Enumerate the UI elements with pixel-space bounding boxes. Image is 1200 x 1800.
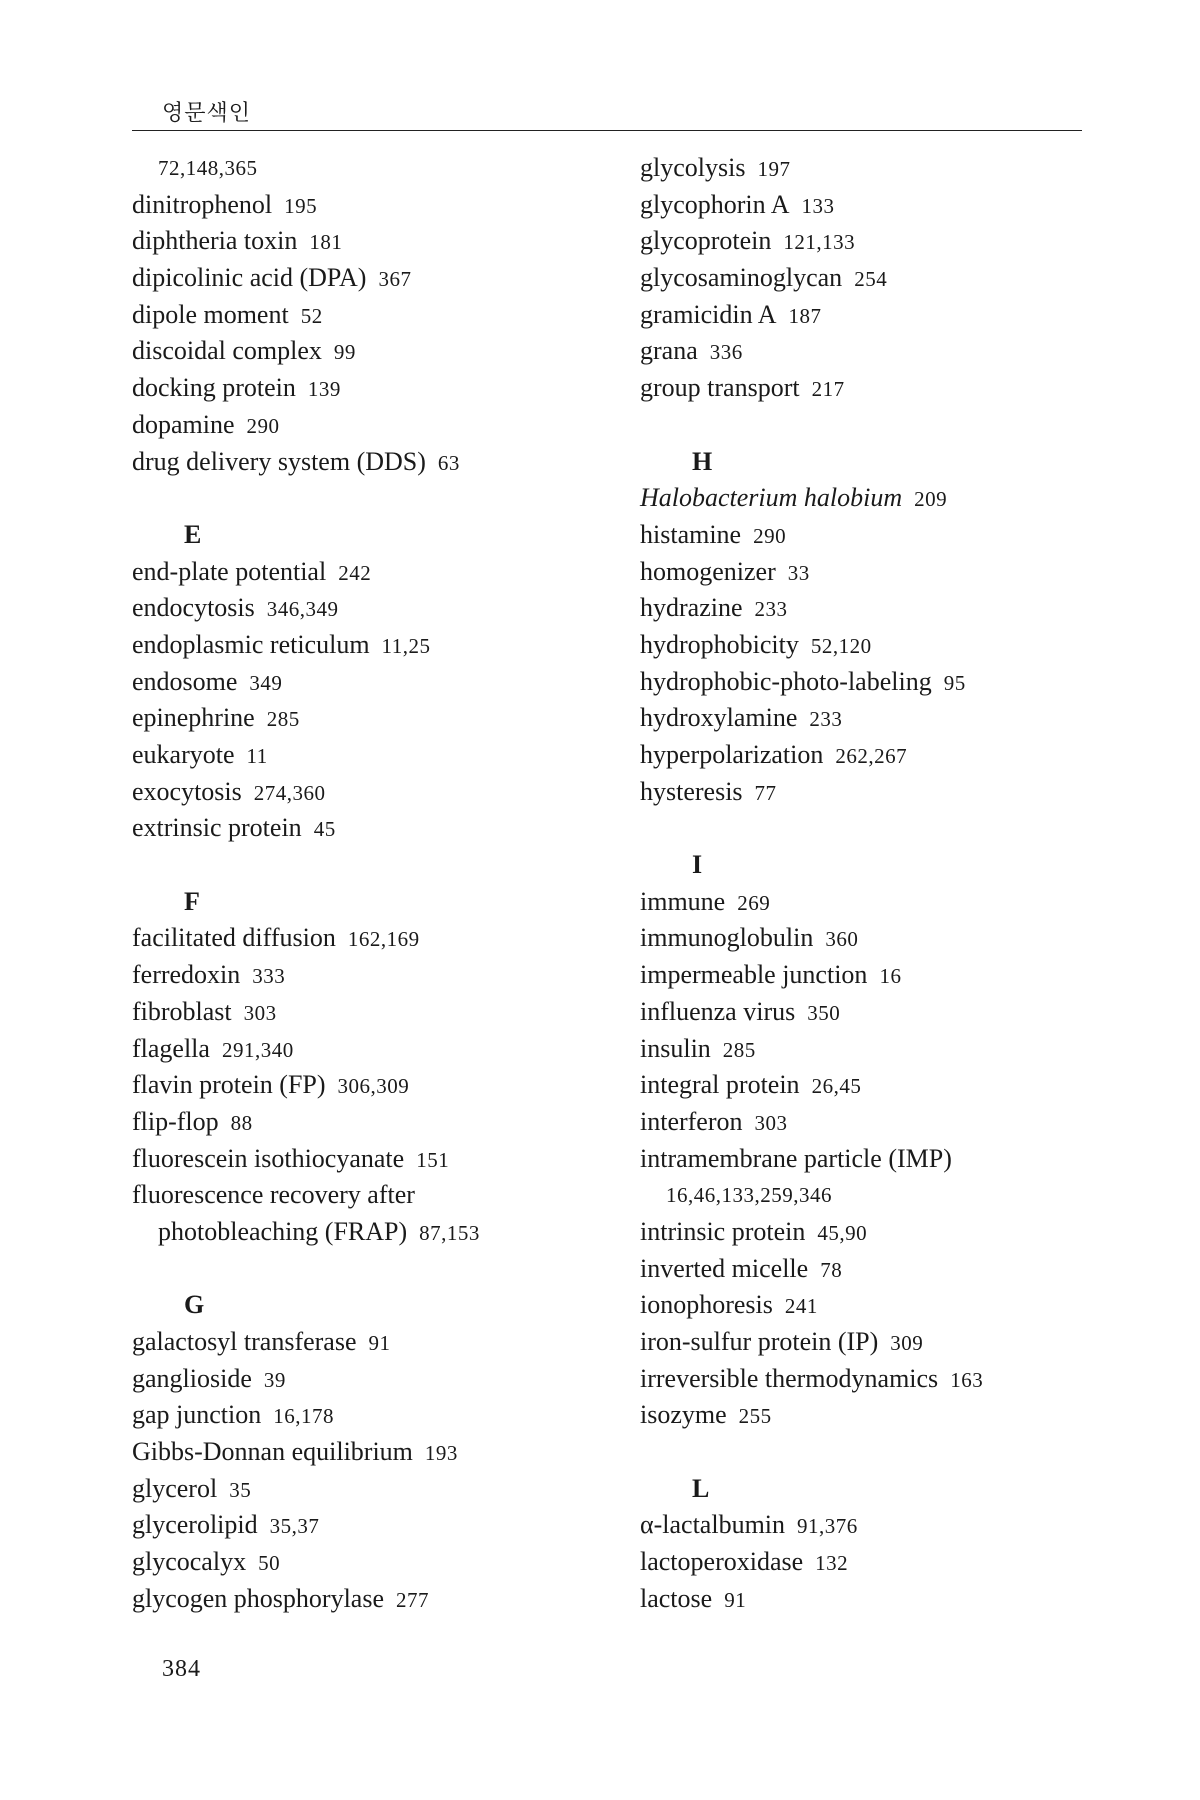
entry-pages: 16 — [879, 964, 902, 989]
index-entry — [132, 737, 602, 774]
entry-term: end-plate potential — [132, 556, 327, 586]
section-letter-f: F — [184, 886, 200, 916]
entry-term: glycerolipid — [132, 1510, 258, 1540]
section-letter-l: L — [692, 1473, 710, 1503]
entry-pages: 77 — [754, 780, 777, 805]
entry-term: grana — [640, 336, 698, 366]
index-entry-frap — [132, 1177, 602, 1214]
index-entry — [640, 554, 1110, 591]
entry-term: glycolysis — [640, 153, 746, 182]
entry-pages: 241 — [784, 1294, 818, 1319]
index-entry — [640, 737, 1110, 774]
entry-pages: 349 — [249, 670, 283, 695]
entry-term: endocytosis — [132, 593, 255, 623]
entry-term: fibroblast — [132, 996, 232, 1026]
index-entry — [640, 774, 1110, 811]
entry-pages: 285 — [722, 1037, 756, 1062]
entry-pages: 333 — [252, 964, 286, 989]
entry-pages: 45,90 — [817, 1220, 868, 1245]
entry-term: histamine — [640, 519, 742, 549]
entry-pages: 132 — [815, 1551, 849, 1576]
index-entry — [640, 297, 1110, 334]
entry-term: endoplasmic reticulum — [132, 629, 370, 659]
entry-term: impermeable junction — [640, 960, 868, 990]
entry-pages: 291,340 — [221, 1037, 294, 1062]
entry-term: intrinsic protein — [640, 1216, 806, 1246]
spacer — [640, 810, 1110, 847]
page-number: 384 — [162, 1656, 201, 1682]
entry-pages: 274,360 — [253, 780, 326, 805]
entry-term: dipicolinic acid (DPA) — [132, 263, 367, 293]
entry-pages: 197 — [757, 157, 791, 181]
entry-pages: 195 — [284, 193, 318, 218]
entry-pages: 254 — [854, 267, 888, 292]
entry-term: glycophorin A — [640, 189, 790, 219]
index-entry — [640, 1324, 1110, 1361]
index-entry — [640, 700, 1110, 737]
entry-term: inverted micelle — [640, 1253, 809, 1283]
entry-pages: 303 — [754, 1110, 788, 1135]
index-entry — [132, 590, 602, 627]
entry-pages: 209 — [914, 487, 948, 512]
entry-term: epinephrine — [132, 703, 255, 733]
entry-term: homogenizer — [640, 556, 776, 586]
entry-term: glycoprotein — [640, 226, 772, 256]
entry-pages: 290 — [246, 413, 280, 438]
entry-pages: 336 — [709, 340, 743, 365]
entry-term: gramicidin A — [640, 299, 777, 329]
entry-term: isozyme — [640, 1400, 727, 1430]
index-entry — [132, 1434, 602, 1471]
entry-term: insulin — [640, 1033, 711, 1063]
index-entry — [132, 297, 602, 334]
entry-pages: 35 — [229, 1477, 252, 1502]
entry-term: dipole moment — [132, 299, 289, 329]
entry-pages: 290 — [753, 523, 787, 548]
entry-term: flagella — [132, 1033, 210, 1063]
entry-pages: 88 — [230, 1110, 253, 1135]
index-entry — [132, 554, 602, 591]
index-entry — [640, 627, 1110, 664]
entry-pages: 33 — [787, 560, 810, 585]
entry-term: flip-flop — [132, 1106, 219, 1136]
entry-pages: 26,45 — [811, 1074, 862, 1099]
entry-term: intramembrane particle (IMP) — [640, 1143, 952, 1173]
index-entry — [132, 994, 602, 1031]
entry-term: glycosaminoglycan — [640, 263, 843, 293]
index-entry — [132, 1324, 602, 1361]
entry-pages: 346,349 — [266, 597, 339, 622]
section-g-left — [132, 1324, 602, 1618]
entry-pages: 269 — [737, 890, 771, 915]
index-entry — [640, 1361, 1110, 1398]
entry-pages: 50 — [258, 1551, 281, 1576]
entry-term: endosome — [132, 666, 238, 696]
entry-term: exocytosis — [132, 776, 242, 806]
index-entry-frap-continued — [132, 1214, 602, 1251]
entry-term: docking protein — [132, 373, 296, 403]
entry-term: hyperpolarization — [640, 740, 824, 769]
index-entry — [132, 444, 602, 481]
entry-term: diphtheria toxin — [132, 226, 298, 256]
entry-pages: 91 — [724, 1587, 747, 1612]
entry-pages: 52,120 — [810, 633, 872, 658]
entry-term: ferredoxin — [132, 960, 241, 990]
entry-term: α-lactalbumin — [640, 1510, 786, 1540]
index-entry — [640, 517, 1110, 554]
index-entry — [132, 407, 602, 444]
index-entry — [132, 260, 602, 297]
index-entry — [640, 994, 1110, 1031]
spacer — [132, 847, 602, 884]
entry-term: glycogen phosphorylase — [132, 1583, 385, 1613]
entry-pages-imp: 16,46,133,259,346 — [666, 1183, 832, 1208]
entry-term: hydroxylamine — [640, 703, 798, 733]
index-entry — [640, 884, 1110, 921]
index-entry — [640, 920, 1110, 957]
entry-term: hysteresis — [640, 776, 743, 806]
index-entry-imp — [640, 1141, 1110, 1178]
entry-term: iron-sulfur protein (IP) — [640, 1327, 879, 1356]
section-letter-i: I — [692, 850, 703, 880]
entry-pages: 360 — [825, 927, 859, 952]
index-entry — [640, 370, 1110, 407]
entry-pages: 11 — [246, 744, 268, 768]
index-entry — [132, 920, 602, 957]
entry-term: ganglioside — [132, 1363, 252, 1393]
entry-term: dinitrophenol — [132, 189, 273, 219]
index-entry — [132, 370, 602, 407]
index-entry — [640, 1287, 1110, 1324]
index-entry — [132, 1361, 602, 1398]
entry-pages: 233 — [809, 707, 843, 732]
entry-term: Gibbs-Donnan equilibrium — [132, 1437, 413, 1467]
entry-term: glycerol — [132, 1473, 218, 1503]
index-entry — [640, 664, 1110, 701]
index-entry — [132, 810, 602, 847]
entry-term: immunoglobulin — [640, 923, 814, 953]
spacer — [640, 407, 1110, 444]
index-entry — [640, 1067, 1110, 1104]
entry-pages: 181 — [309, 230, 343, 255]
entry-pages: 163 — [950, 1367, 984, 1392]
index-entry — [640, 333, 1110, 370]
section-d-left — [132, 187, 602, 481]
section-e — [132, 554, 602, 848]
entry-term: interferon — [640, 1106, 743, 1136]
index-entry — [132, 1141, 602, 1178]
continued-pages: 72,148,365 — [158, 156, 258, 180]
entry-pages: 91 — [368, 1331, 391, 1355]
entry-pages: 303 — [243, 1000, 277, 1025]
index-entry — [132, 1031, 602, 1068]
entry-term: gap junction — [132, 1400, 262, 1430]
index-column-right — [640, 150, 1110, 1618]
entry-pages: 99 — [333, 340, 356, 365]
index-entry — [640, 1251, 1110, 1288]
entry-term: glycocalyx — [132, 1547, 247, 1577]
section-i-a — [640, 884, 1110, 1141]
section-letter-g: G — [184, 1290, 205, 1320]
entry-pages: 367 — [378, 267, 412, 292]
index-entry — [640, 1104, 1110, 1141]
index-entry — [640, 223, 1110, 260]
entry-term: influenza virus — [640, 996, 796, 1026]
entry-pages: 233 — [754, 597, 788, 622]
section-g-right — [640, 150, 1110, 407]
index-entry — [640, 590, 1110, 627]
index-entry — [132, 1507, 602, 1544]
entry-term: integral protein — [640, 1070, 800, 1100]
spacer — [132, 1251, 602, 1288]
entry-pages: 193 — [424, 1441, 458, 1466]
entry-term: hydrophobicity — [640, 629, 799, 659]
index-entry — [132, 333, 602, 370]
entry-term: discoidal complex — [132, 336, 322, 366]
entry-pages: 217 — [811, 377, 845, 402]
index-entry — [640, 1581, 1110, 1618]
entry-term: galactosyl transferase — [132, 1327, 357, 1356]
spacer — [640, 1434, 1110, 1471]
entry-pages: 162,169 — [347, 927, 420, 952]
header-title: 영문색인 — [162, 101, 252, 126]
section-h — [640, 517, 1110, 811]
entry-term: drug delivery system (DDS) — [132, 446, 426, 476]
entry-pages: 95 — [943, 670, 966, 695]
entry-pages: 11,25 — [381, 633, 431, 658]
entry-pages: 277 — [396, 1587, 430, 1612]
index-entry — [640, 957, 1110, 994]
entry-pages: 16,178 — [273, 1404, 335, 1429]
index-entry — [132, 1397, 602, 1434]
index-entry — [132, 627, 602, 664]
entry-pages: 91,376 — [797, 1514, 858, 1539]
index-column-left — [132, 150, 602, 1618]
index-entry — [132, 1471, 602, 1508]
index-entry — [132, 774, 602, 811]
entry-pages: 45 — [313, 817, 336, 842]
index-entry — [640, 187, 1110, 224]
entry-term: hydrazine — [640, 593, 743, 623]
index-entry — [640, 1397, 1110, 1434]
index-entry — [132, 664, 602, 701]
section-letter-e: E — [184, 519, 202, 549]
index-entry — [132, 1104, 602, 1141]
entry-pages: 309 — [890, 1331, 924, 1355]
index-entry — [132, 957, 602, 994]
entry-pages: 262,267 — [835, 744, 908, 768]
section-letter-h: H — [692, 446, 713, 476]
section-i-b — [640, 1214, 1110, 1434]
entry-term: irreversible thermodynamics — [640, 1363, 939, 1393]
entry-term: photobleaching (FRAP) — [158, 1216, 408, 1246]
entry-pages: 35,37 — [269, 1514, 320, 1539]
entry-term: dopamine — [132, 409, 235, 439]
index-entry — [640, 150, 1110, 187]
entry-pages: 242 — [338, 560, 372, 585]
entry-term: facilitated diffusion — [132, 923, 336, 953]
entry-pages: 52 — [300, 303, 323, 328]
entry-pages: 87,153 — [419, 1220, 480, 1245]
entry-pages: 139 — [307, 377, 341, 402]
entry-pages: 306,309 — [337, 1074, 410, 1099]
index-entry — [132, 187, 602, 224]
index-entry — [132, 700, 602, 737]
index-entry — [640, 1031, 1110, 1068]
spacer — [132, 480, 602, 517]
entry-term: flavin protein (FP) — [132, 1070, 326, 1100]
index-entry — [132, 1581, 602, 1618]
index-entry — [132, 223, 602, 260]
entry-term: fluorescence recovery after — [132, 1180, 415, 1210]
index-entry-halobacterium — [640, 480, 1110, 517]
index-entry — [640, 1214, 1110, 1251]
entry-pages: 350 — [807, 1000, 841, 1025]
entry-pages: 255 — [738, 1404, 772, 1429]
entry-term: group transport — [640, 373, 800, 403]
index-entry — [132, 1067, 602, 1104]
entry-pages: 78 — [820, 1257, 843, 1282]
entry-term: lactoperoxidase — [640, 1547, 804, 1577]
entry-pages: 133 — [801, 193, 835, 218]
entry-term: immune — [640, 886, 726, 916]
entry-term: ionophoresis — [640, 1290, 773, 1320]
index-entry — [640, 260, 1110, 297]
entry-term: extrinsic protein — [132, 813, 302, 843]
index-entry — [640, 1544, 1110, 1581]
entry-pages: 187 — [788, 303, 822, 328]
entry-pages: 285 — [266, 707, 300, 732]
entry-term: fluorescein isothiocyanate — [132, 1143, 405, 1173]
entry-pages: 63 — [437, 450, 460, 475]
entry-pages: 121,133 — [783, 230, 856, 255]
entry-term: hydrophobic-photo-labeling — [640, 666, 932, 696]
entry-pages: 151 — [416, 1147, 450, 1172]
index-entry — [640, 1507, 1110, 1544]
section-l — [640, 1507, 1110, 1617]
running-header — [132, 96, 1082, 131]
entry-term: lactose — [640, 1583, 713, 1613]
entry-pages: 39 — [263, 1367, 286, 1392]
entry-term: Halobacterium halobium — [640, 483, 903, 513]
entry-term: eukaryote — [132, 740, 235, 769]
section-f — [132, 920, 602, 1177]
index-entry — [132, 1544, 602, 1581]
